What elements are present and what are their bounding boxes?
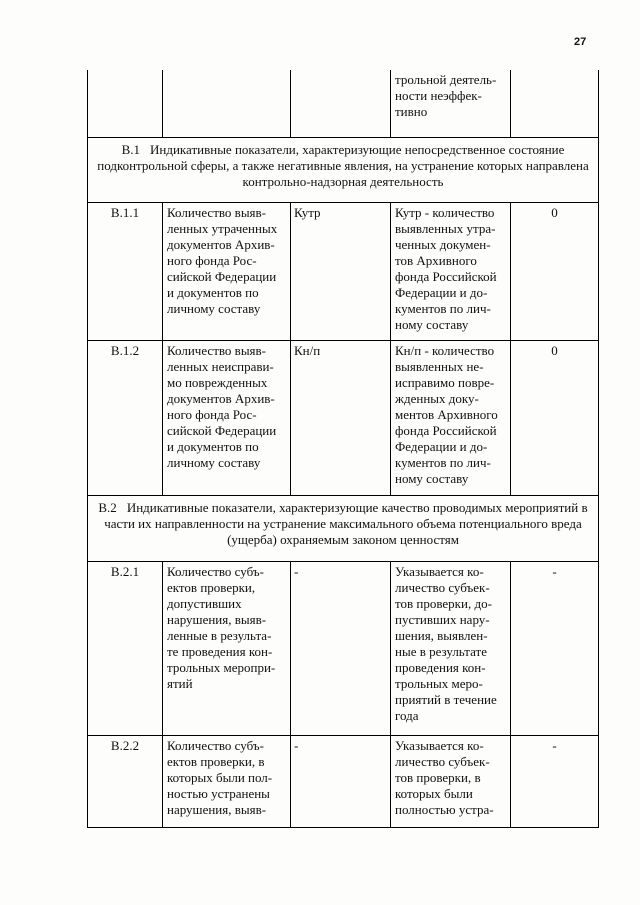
section-header — [87, 495, 599, 562]
table-cell — [390, 341, 510, 495]
page-number: 27 — [574, 36, 587, 48]
table-cell — [390, 203, 510, 340]
indicator-name: Количество выяв- ленных неисправи- мо поврежденных документов Архив- ного фонда Рос- сийской Федерации и документов по личному составу — [167, 343, 277, 470]
indicator-symbol: Кутр — [290, 203, 390, 340]
indicator-symbol: - — [290, 562, 390, 735]
indicator-code: В.1.2 — [110, 343, 140, 358]
section-code: В.1 — [121, 142, 140, 157]
indicator-value: 0 — [510, 203, 598, 340]
table-row — [87, 70, 599, 138]
indicator-description: Указывается ко- личество субъек- тов проверки, в которых были полностью устра- — [395, 738, 494, 817]
indicator-code: В.1.1 — [110, 205, 140, 220]
section-header — [87, 137, 599, 203]
indicator-value: - — [510, 562, 598, 735]
table-cell — [88, 70, 162, 137]
indicator-description: Кутр - количество выявленных утра- ченных докумен- тов Архивного фонда Российской Федерации и до- кументов по лич- ному составу — [395, 205, 497, 332]
indicator-code: В.2.1 — [110, 564, 140, 579]
table-cell — [162, 203, 290, 340]
table-row — [87, 561, 599, 736]
table-row — [87, 202, 599, 341]
indicator-symbol: Кн/п — [290, 341, 390, 495]
indicator-symbol: - — [290, 736, 390, 827]
table-cell — [162, 341, 290, 495]
indicator-value: 0 — [510, 341, 598, 495]
table-cell — [390, 736, 510, 827]
indicator-value: - — [510, 736, 598, 827]
section-title: Индикативные показатели, характеризующие качество проводимых мероприятий в части их направленности на устранение максимального объема потенциального вреда (ущерба) охраняемым законом ценностям — [104, 500, 588, 547]
indicator-description: Кн/п - количество выявленных не- исправимо повре- жденных доку- ментов Архивного фонда Российской Федерации и до- кументов по лич- ному составу — [395, 343, 498, 486]
table-cell — [390, 70, 510, 137]
table-cell — [510, 70, 598, 137]
table-cell — [162, 70, 290, 137]
indicator-name: Количество субъ- ектов проверки, в которых были пол- ностью устранены нарушения, выяв- — [167, 738, 273, 817]
indicator-name: Количество выяв- ленных утраченных документов Архив- ного фонда Рос- сийской Федерации и документов по личному составу — [167, 205, 278, 316]
indicator-description: трольной деятель- ности неэффек- тивно — [395, 72, 497, 119]
indicator-description: Указывается ко- личество субъек- тов проверки, до- пустивших нару- шения, выявлен- ные в результате проведения кон- трольных меро- приятий в течение года — [395, 564, 497, 723]
section-code: В.2 — [98, 500, 117, 515]
indicator-code: В.2.2 — [110, 738, 140, 753]
table-row — [87, 340, 599, 496]
table-cell — [162, 736, 290, 827]
table-row — [87, 735, 599, 828]
table-cell — [162, 562, 290, 735]
table-cell — [390, 562, 510, 735]
section-title: Индикативные показатели, характеризующие непосредственное состояние подконтрольной сферы, а также негативные явления, на устранение которых направлена контрольно-надзорная деятельность — [97, 142, 589, 189]
indicator-name: Количество субъ- ектов проверки, допустивших нарушения, выяв- ленные в результа- те проведения кон- трольных меропри- ятий — [167, 564, 276, 691]
table-cell — [290, 70, 390, 137]
